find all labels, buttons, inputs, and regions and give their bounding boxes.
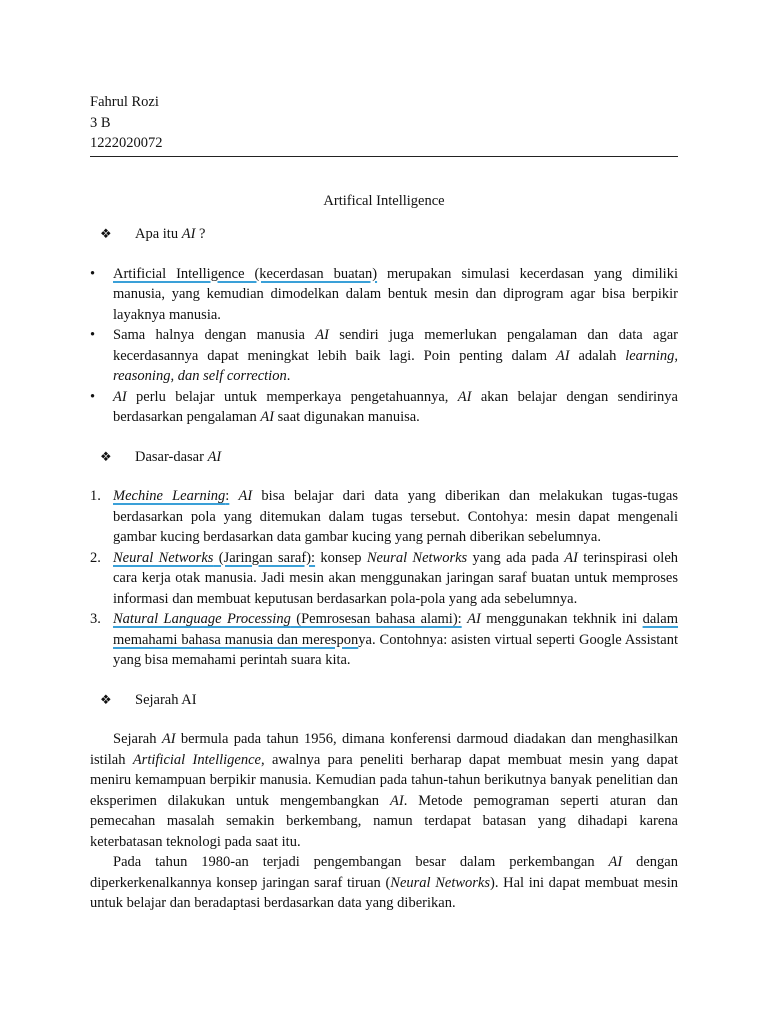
author-id: 1222020072 [90, 135, 163, 151]
document-page [90, 92, 678, 914]
definition-list [90, 264, 678, 428]
grammar-underline: dalam memahami bahasa manusia dan merespon [113, 611, 679, 648]
section-heading-dasar-dasar-ai: ❖ Dasar-dasar AI [90, 447, 678, 468]
section-heading-apa-itu-ai: ❖ Apa itu AI ? [90, 224, 678, 245]
document-title: Artifical Intelligence [323, 192, 445, 209]
fundamentals-list [90, 486, 678, 671]
list-item: 2. Neural Networks (Jaringan saraf): konsep Neural Networks yang ada pada AI terinspirasi oleh cara kerja otak manusia. Jadi mesin akan menggunakan jaringan saraf buatan untuk memproses informasi dan membuat keputusan berdasarkan pola-pola yang ada sebelumnya. [90, 549, 678, 607]
list-number: 1. [90, 488, 101, 504]
diamond-bullet-icon: ❖ [100, 448, 112, 464]
paragraph: Sejarah AI bermula pada tahun 1956, dimana konferensi darmoud diadakan dan menghasilkan istilah Artificial Intelligence, awalnya para peneliti berharap dapat membuat mesin yang dapat meniru kemampuan berpikir manusia. Kemudian pada tahun-tahun berikutnya banyak penelitian dan eksperimen dilakukan untuk mengembangkan AI. Metode pemograman seperti aturan dan pemecahan masalah semakin berkembang, namun terdapat batasan yang dihadapi karena keterbatasan teknologi pada saat itu. [90, 731, 679, 850]
author-name: Fahrul Rozi [90, 94, 159, 110]
list-item: 3. Natural Language Processing (Pemrosesan bahasa alami): AI menggunakan tekhnik ini dalam memahami bahasa manusia dan meresponya. Contohnya: asisten virtual seperti Google Assistant yang bisa memahami perintah suara kita. [90, 611, 679, 668]
list-number: 2. [90, 549, 101, 566]
history-paragraphs [90, 729, 678, 914]
bullet-icon: • [90, 265, 96, 282]
section-heading-sejarah-ai: ❖ Sejarah AI [90, 690, 678, 711]
list-item: • Artificial Intelligence (kecerdasan buatan) merupakan simulasi kecerdasan yang dimiliki manusia, yang kemudian dimodelkan dalam bentuk mesin dan diprogram agar bisa berpikir layaknya manusia. [90, 265, 678, 323]
machine-learning-link[interactable]: Mechine Learning [113, 488, 226, 504]
neural-networks-link[interactable]: Neural Networks (Jaringan saraf): [113, 549, 316, 566]
diamond-bullet-icon: ❖ [100, 226, 112, 241]
author-class: 3 B [90, 114, 111, 131]
bullet-icon: • [90, 327, 96, 343]
list-item: 1. Mechine Learning: AI bisa belajar dari data yang diberikan dan melakukan tugas-tugas berdasarkan pola yang ditemukan dalam tugas tersebut. Contohya: mesin dapat mengenali gambar kucing berdasarkan data gambar kucing yang pernah diberikan sebelumnya. [90, 488, 679, 545]
header-divider [90, 156, 678, 157]
ai-term-link[interactable]: Artificial Intelligence (kecerdasan buatan) [113, 265, 378, 282]
nlp-link[interactable]: Natural Language Processing (Pemrosesan bahasa alami): [113, 611, 462, 627]
list-item: • Sama halnya dengan manusia AI sendiri juga memerlukan pengalaman dan data agar kecerdasannya dapat meningkat lebih baik lagi. Poin penting dalam AI adalah learning, reasoning, dan self correction. [90, 327, 678, 384]
paragraph: Pada tahun 1980-an terjadi pengembangan besar dalam perkembangan AI dengan diperkerkenalkannya konsep jaringan saraf tiruan (Neural Networks). Hal ini dapat membuat mesin untuk belajar dan beradaptasi berdasarkan data yang diberikan. [90, 854, 678, 911]
list-item: • AI perlu belajar untuk memperkaya pengetahuannya, AI akan belajar dengan sendirinya berdasarkan pengalaman AI saat digunakan manuisa. [90, 388, 678, 425]
list-number: 3. [90, 611, 101, 627]
diamond-bullet-icon: ❖ [100, 691, 112, 707]
bullet-icon: • [90, 388, 96, 405]
